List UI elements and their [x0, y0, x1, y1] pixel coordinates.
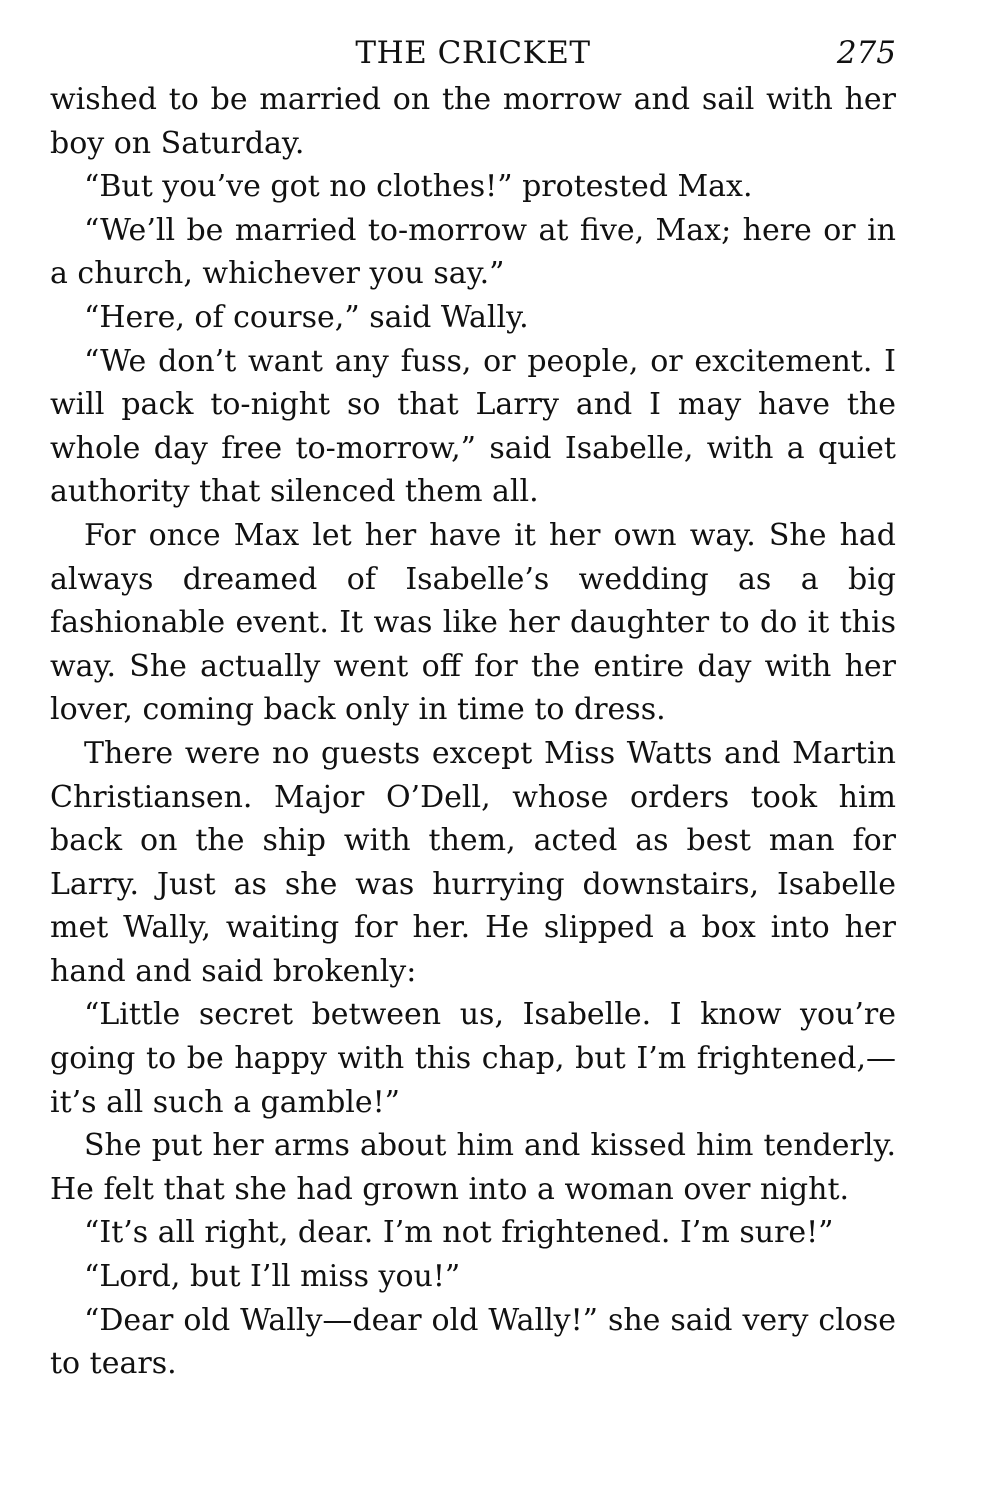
paragraph: “We don’t want any fuss, or people, or excitement. I will pack to-night so that Larry and I may have the whole day free to-morrow,” said Isabelle, with a quiet authority that silenced them all. [50, 343, 896, 510]
page-header [50, 28, 896, 78]
paragraph: “It’s all right, dear. I’m not frightened. I’m sure!” [84, 1215, 834, 1251]
book-page [50, 28, 896, 1386]
page-number: 275 [836, 35, 896, 71]
running-title: THE CRICKET [355, 35, 591, 71]
paragraph: She put her arms about him and kissed him tenderly. He felt that she had grown into a woman over night. [50, 1128, 896, 1207]
paragraph: “Dear old Wally—dear old Wally!” she said very close to tears. [50, 1302, 896, 1382]
paragraph: “But you’ve got no clothes!” protested Max. [84, 169, 753, 205]
paragraph: “Little secret between us, Isabelle. I know you’re going to be happy with this chap, but I’m frightened,—it’s all such a gamble!” [50, 997, 896, 1120]
paragraph: wished to be married on the morrow and sail with her boy on Saturday. [50, 82, 896, 161]
paragraph: “Here, of course,” said Wally. [84, 299, 529, 335]
paragraph: For once Max let her have it her own way. She had always dreamed of Isabelle’s wedding as a big fashionable event. It was like her daughter to do it this way. She actually went off for the entire day with her lover, coming back only in time to dress. [50, 517, 896, 728]
paragraph: “Lord, but I’ll miss you!” [84, 1259, 461, 1295]
body-text [50, 78, 896, 1386]
paragraph: There were no guests except Miss Watts and Martin Christiansen. Major O’Dell, whose orders took him back on the ship with them, acted as best man for Larry. Just as she was hurrying downstairs, Isabelle met Wally, waiting for her. He slipped a box into her hand and said brokenly: [50, 735, 896, 989]
paragraph: “We’ll be married to-morrow at five, Max; here or in a church, whichever you say.” [50, 212, 896, 292]
